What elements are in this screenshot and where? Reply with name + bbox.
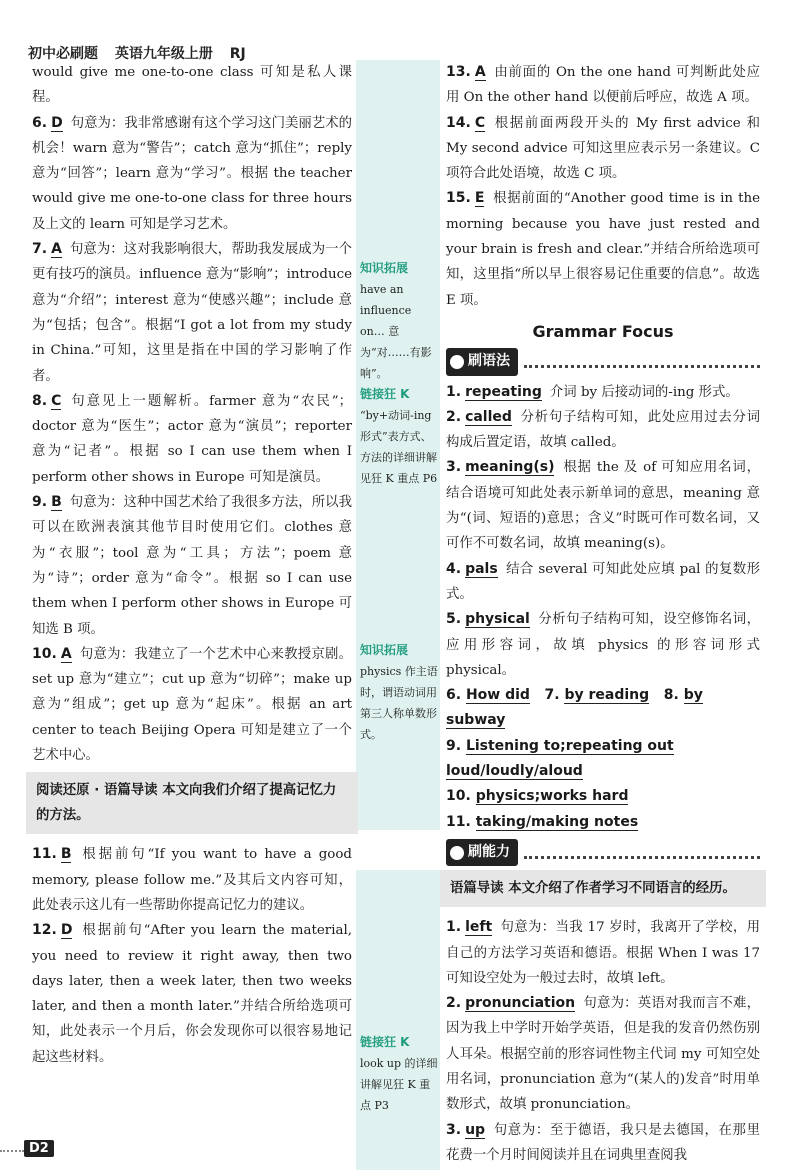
answer-item: 13. A 由前面的 On the one hand 可判断此处应用 On the other hand 以便前后呼应，故选 A 项。 xyxy=(446,64,760,106)
answer-item: 11. B 根据前句“If you want to have a good memory, please follow me.”及其后文内容可知，此处表示这儿有一些帮助你提高记忆力的建议。 xyxy=(32,846,352,913)
pen-icon xyxy=(450,846,464,860)
answer-item: 1. left 句意为：当我 17 岁时，我离开了学校，用自己的方法学习英语和德语。根据 When I was 17 可知设空处为一般过去时，故填 left。 xyxy=(446,919,760,986)
pen-icon xyxy=(450,355,464,369)
sidebar-panel-bottom xyxy=(356,870,440,1170)
answer-item: 5. physical 分析句子结构可知，设空修饰名词，应用形容词，故填 physics 的形容词形式 physical。 xyxy=(446,611,760,678)
answer-item: 7. A 句意为：这对我影响很大，帮助我发展成为一个更有技巧的演员。influence 意为“影响”；introduce 意为“介绍”；interest 意为“使感兴趣”；include 意为“包括；包含”。根据“I got a lot from my study in China.”可知，这里是指在中国的学习影响了作者。 xyxy=(32,241,352,384)
ability-tag: 刷能力 xyxy=(446,839,760,866)
answer-item: 3. meaning(s) 根据 the 及 of 可知应用名词，结合语境可知此处表示新单词的意思，meaning 意为“(词、短语的)意思；含义”时既可作可数名词，又可作不可数名词，故填 meaning(s)。 xyxy=(446,459,760,552)
answer-item: 8. C 句意见上一题解析。farmer 意为“农民”；doctor 意为“医生”；actor 意为“演员”；reporter 意为“记者”。根据 so I can use them when I perform other shows in Europe 可知是演员。 xyxy=(32,392,352,485)
answer-line-10: 10. physics;works hard xyxy=(446,788,629,805)
answer-item: 3. up 句意为：至于德语，我只是去德国，在那里花费一个月时间阅读并且在词典里查阅我 xyxy=(446,1121,760,1163)
answer-item: 9. B 句意为：这种中国艺术给了我很多方法，所以我可以在欧洲表演其他节目时使用它们。clothes 意为“衣服”；tool 意为“工具；方法”；poem 意为“诗”；order 意为“命令”。根据 so I can use them when I perform other shows in Europe 可知选 B 项。 xyxy=(32,494,352,637)
answer-item: 1. repeating 介词 by 后接动词的-ing 形式。 xyxy=(446,383,739,400)
left-column xyxy=(32,60,352,1070)
side-note-2: 链接狂 K “by+动词-ing 形式”表方式、方法的详细讲解见狂 K 重点 P6 xyxy=(360,387,438,485)
answer-item: 2. pronunciation 句意为：英语对我而言不难，因为我上中学时开始学英语，但是我的发音仍然伤别人耳朵。根据空前的形容词性物主代词 my 可知空处用名词，pronunciation 意为“(某人的)发音”时用单数形式，故填 pronunciation。 xyxy=(446,995,760,1113)
answer-line-6: 6. How did 7. by reading 8. by subway xyxy=(446,687,703,729)
answer-item: 14. C 根据前面两段开头的 My first advice 和 My second advice 可知这里应表示另一条建议。C 项符合此处语境，故选 C 项。 xyxy=(446,114,760,182)
answer-item: 6. D 句意为：我非常感谢有这个学习这门美丽艺术的机会！warn 意为“警告”；catch 意为“抓住”；reply 意为“回答”；learn 意为“学习”。根据 the teacher would give me one-to-one class for three hours 及上文的 learn 可知是学习艺术。 xyxy=(32,114,352,232)
footer-dots xyxy=(0,1150,24,1152)
answer-line-9: 9. Listening to;repeating out loud/loudly/aloud xyxy=(446,737,674,780)
answer-item: 10. A 句意为：我建立了一个艺术中心来教授京剧。set up 意为“建立”；cut up 意为“切碎”；make up 意为“组成”；get up 意为“起床”。根据 an art center to teach Beijing Opera 可知是建立了一个艺术中心。 xyxy=(32,645,352,764)
answer-item: 15. E 根据前面的“Another good time is in the morning because you have just rested and your brain is fresh and clear.”并结合所给选项可知，这里指“所以早上很容易记住重要的信息”。故选 E 项。 xyxy=(446,190,760,308)
side-note-4: 链接狂 K look up 的详细讲解见狂 K 重点 P3 xyxy=(360,1035,438,1112)
answer-item: 2. called 分析句子结构可知，此处应用过去分词构成后置定语，故填 called。 xyxy=(446,408,760,451)
intro-text: would give me one-to-one class 可知是私人课程。 xyxy=(32,65,352,106)
right-column xyxy=(446,60,760,1168)
answer-item: 4. pals 结合 several 可知此处应填 pal 的复数形式。 xyxy=(446,560,760,602)
page-number: D2 xyxy=(24,1140,54,1157)
section-title: Grammar Focus xyxy=(532,321,674,341)
edition-label: RJ xyxy=(229,46,246,62)
book-title: 初中必刷题 xyxy=(28,46,98,62)
side-note-3: 知识拓展 physics 作主语时，谓语动词用第三人称单数形式。 xyxy=(360,643,438,741)
side-note-1: 知识拓展 have an influence on… 意为“对……有影响”。 xyxy=(360,261,432,380)
grammar-tag: 刷语法 xyxy=(446,348,760,375)
answer-item: 12. D 根据前句“After you learn the material, you need to review it right away, then two days later, then a week later, then two weeks later, and then a month later.”并结合所给选项可知，此处表示一个月后，你会发现你可以很容易地记起这些材料。 xyxy=(32,922,352,1065)
guide-box-2: 语篇导读 本文介绍了作者学习不同语言的经历。 xyxy=(440,870,766,907)
subject-title: 英语九年级上册 xyxy=(114,46,213,62)
answer-line-11: 11. taking/making notes xyxy=(446,813,639,830)
reading-guide-box: 阅读还原 · 语篇导读 本文向我们介绍了提高记忆力的方法。 xyxy=(26,772,358,834)
